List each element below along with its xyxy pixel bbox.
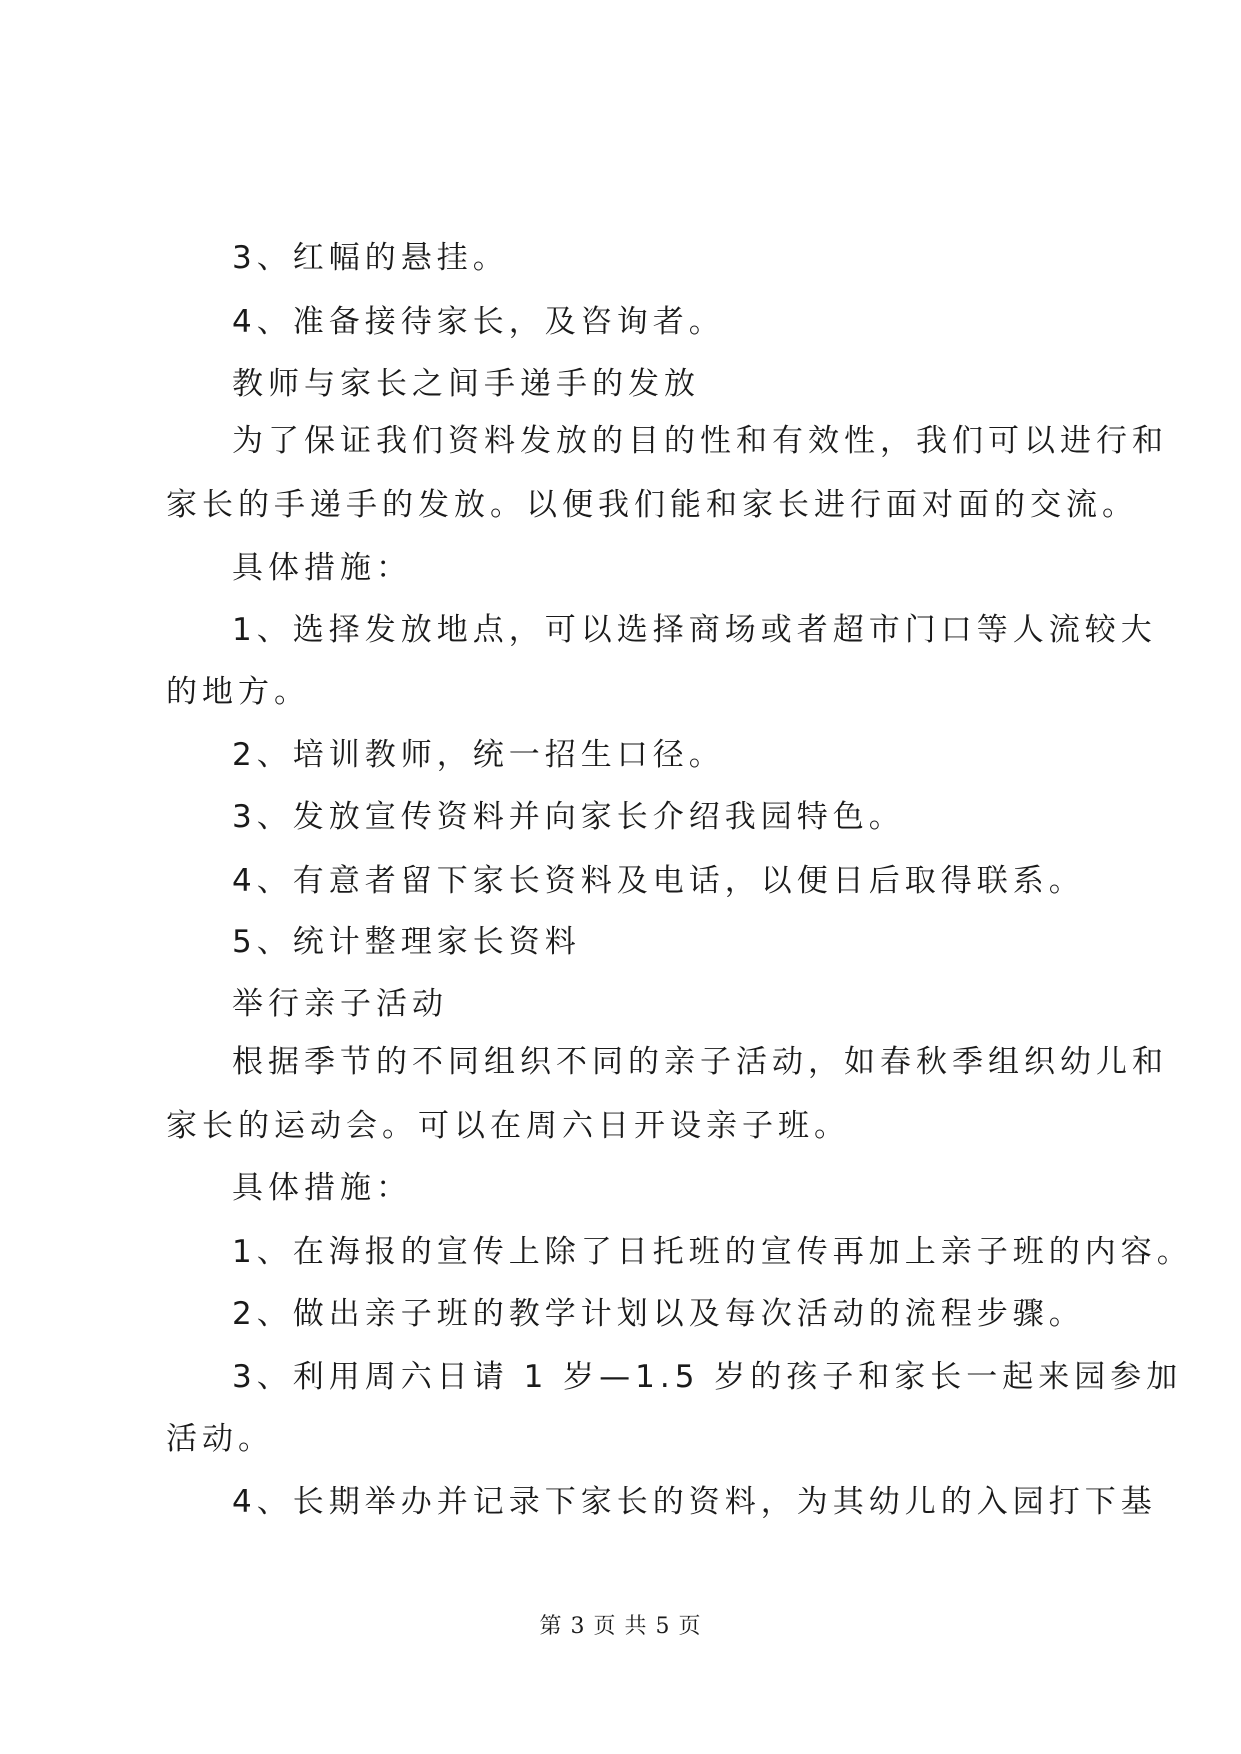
paragraph-line: 4、长期举办并记录下家长的资料，为其幼儿的入园打下基 — [232, 1484, 1157, 1520]
paragraph-line: 3、利用周六日请 1 岁—1.5 岁的孩子和家长一起来园参加 — [232, 1359, 1183, 1395]
paragraph-line: 2、培训教师，统一招生口径。 — [232, 737, 725, 773]
paragraph-line: 为了保证我们资料发放的目的性和有效性，我们可以进行和 — [232, 423, 1168, 459]
paragraph-line: 4、有意者留下家长资料及电话，以便日后取得联系。 — [232, 863, 1085, 899]
paragraph-line: 2、做出亲子班的教学计划以及每次活动的流程步骤。 — [232, 1296, 1085, 1332]
page-number-footer: 第 3 页 共 5 页 — [539, 1614, 702, 1639]
paragraph-line: 具体措施： — [232, 550, 412, 586]
paragraph-line: 具体措施： — [232, 1170, 412, 1206]
paragraph-line: 1、在海报的宣传上除了日托班的宣传再加上亲子班的内容。 — [232, 1234, 1193, 1270]
paragraph-line: 活动。 — [166, 1421, 274, 1457]
paragraph-line: 4、准备接待家长，及咨询者。 — [232, 304, 725, 340]
paragraph-line: 3、红幅的悬挂。 — [232, 240, 509, 276]
paragraph-line: 1、选择发放地点，可以选择商场或者超市门口等人流较大 — [232, 612, 1157, 648]
paragraph-line: 家长的运动会。可以在周六日开设亲子班。 — [166, 1108, 850, 1144]
section-heading: 举行亲子活动 — [232, 986, 448, 1022]
paragraph-line: 3、发放宣传资料并向家长介绍我园特色。 — [232, 799, 905, 835]
paragraph-line: 的地方。 — [166, 674, 310, 710]
paragraph-line: 5、统计整理家长资料 — [232, 924, 581, 960]
section-heading: 教师与家长之间手递手的发放 — [232, 366, 700, 402]
paragraph-line: 家长的手递手的发放。以便我们能和家长进行面对面的交流。 — [166, 487, 1138, 523]
paragraph-line: 根据季节的不同组织不同的亲子活动，如春秋季组织幼儿和 — [232, 1044, 1168, 1080]
